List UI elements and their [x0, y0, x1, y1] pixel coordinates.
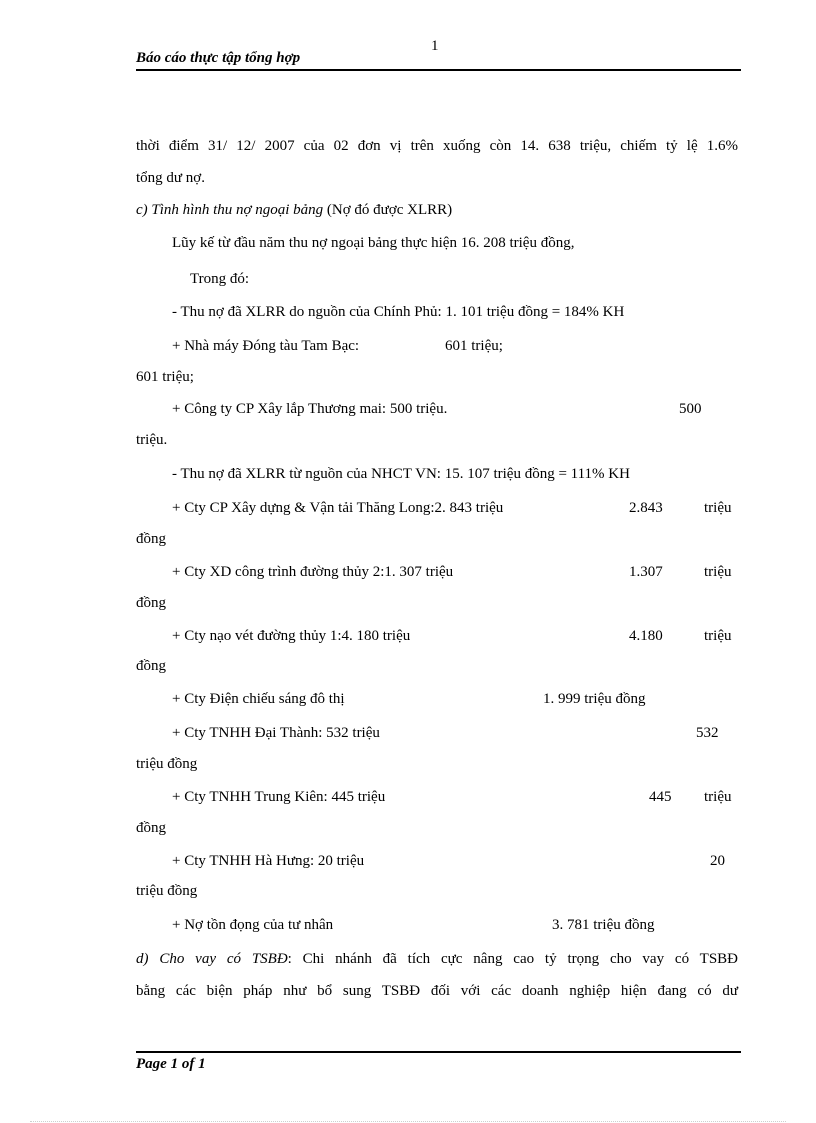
list-item-number: 445 [649, 789, 672, 805]
nhct-source-line: - Thu nợ đã XLRR từ nguồn của NHCT VN: 15. 107 triệu đồng = 111% KH [172, 466, 630, 482]
list-item: + Cty TNHH Đại Thành: 532 triệu [172, 725, 380, 741]
header-rule [136, 69, 741, 71]
section-d-text: : Chi nhánh đã tích cực nâng cao tỷ trọng cho vay có TSBĐ [287, 951, 738, 967]
list-item-number: 532 [696, 725, 719, 741]
list-item-wrap: triệu đồng [136, 756, 198, 772]
section-c-note: (Nợ đó được XLRR) [323, 202, 453, 218]
bottom-dotted-border [30, 1121, 786, 1122]
list-item-unit: triệu [704, 789, 732, 805]
list-item: + Cty nạo vét đường thủy 1:4. 180 triệu [172, 628, 411, 644]
list-item-wrap: đồng [136, 531, 166, 547]
list-item: + Cty TNHH Hà Hưng: 20 triệu [172, 853, 365, 869]
summary-line: Lũy kế từ đầu năm thu nợ ngoại bảng thực hiện 16. 208 triệu đồng, [172, 235, 575, 251]
list-item: + Cty XD công trình đường thủy 2:1. 307 triệu [172, 564, 454, 580]
trong-do-label: Trong đó: [190, 271, 250, 287]
list-item-wrap: triệu đồng [136, 883, 198, 899]
list-item-unit: triệu [704, 564, 732, 580]
list-item-amount: 3. 781 triệu đồng [552, 917, 655, 933]
section-c-heading [136, 201, 452, 219]
list-item-wrap: 601 triệu; [136, 369, 194, 385]
list-item-number: 20 [710, 853, 725, 869]
footer-rule [136, 1051, 741, 1053]
list-item-number: 500 [679, 401, 702, 417]
list-item-number: 2.843 [629, 500, 663, 516]
list-item-unit: triệu [704, 500, 732, 516]
list-item: + Cty Điện chiếu sáng đô thị [172, 691, 345, 707]
list-item-wrap: triệu. [136, 432, 168, 448]
section-d-line [136, 950, 738, 968]
paragraph-line: tổng dư nợ. [136, 170, 205, 186]
header-title: Báo cáo thực tập tổng hợp [136, 50, 301, 66]
list-item-number: 4.180 [629, 628, 663, 644]
list-item: + Cty CP Xây dựng & Vận tải Thăng Long:2. 843 triệu [172, 500, 504, 516]
list-item-number: 1.307 [629, 564, 663, 580]
list-item: + Cty TNHH Trung Kiên: 445 triệu [172, 789, 386, 805]
footer-page-label: Page 1 of 1 [136, 1056, 206, 1072]
list-item-unit: triệu [704, 628, 732, 644]
list-item-wrap: đồng [136, 658, 166, 674]
list-item-amount: 1. 999 triệu đồng [543, 691, 646, 707]
list-item: + Nhà máy Đóng tàu Tam Bạc: [172, 338, 360, 354]
gov-source-line: - Thu nợ đã XLRR do nguồn của Chính Phủ: 1. 101 triệu đồng = 184% KH [172, 304, 625, 320]
list-item-amount: 601 triệu; [445, 338, 503, 354]
section-d-title: d) Cho vay có TSBĐ [136, 951, 288, 967]
paragraph-line: bằng các biện pháp như bổ sung TSBĐ đối với các doanh nghiệp hiện đang có dư [136, 983, 738, 999]
paragraph-line: thời điểm 31/ 12/ 2007 của 02 đơn vị trên xuống còn 14. 638 triệu, chiếm tỷ lệ 1.6% [136, 138, 738, 154]
list-item-wrap: đồng [136, 595, 166, 611]
page-number: 1 [431, 38, 439, 54]
list-item-wrap: đồng [136, 820, 166, 836]
list-item: + Công ty CP Xây lắp Thương mai: 500 triệu. [172, 401, 448, 417]
list-item: + Nợ tồn đọng của tư nhân [172, 917, 334, 933]
section-c-title: c) Tình hình thu nợ ngoại bảng [136, 202, 324, 218]
